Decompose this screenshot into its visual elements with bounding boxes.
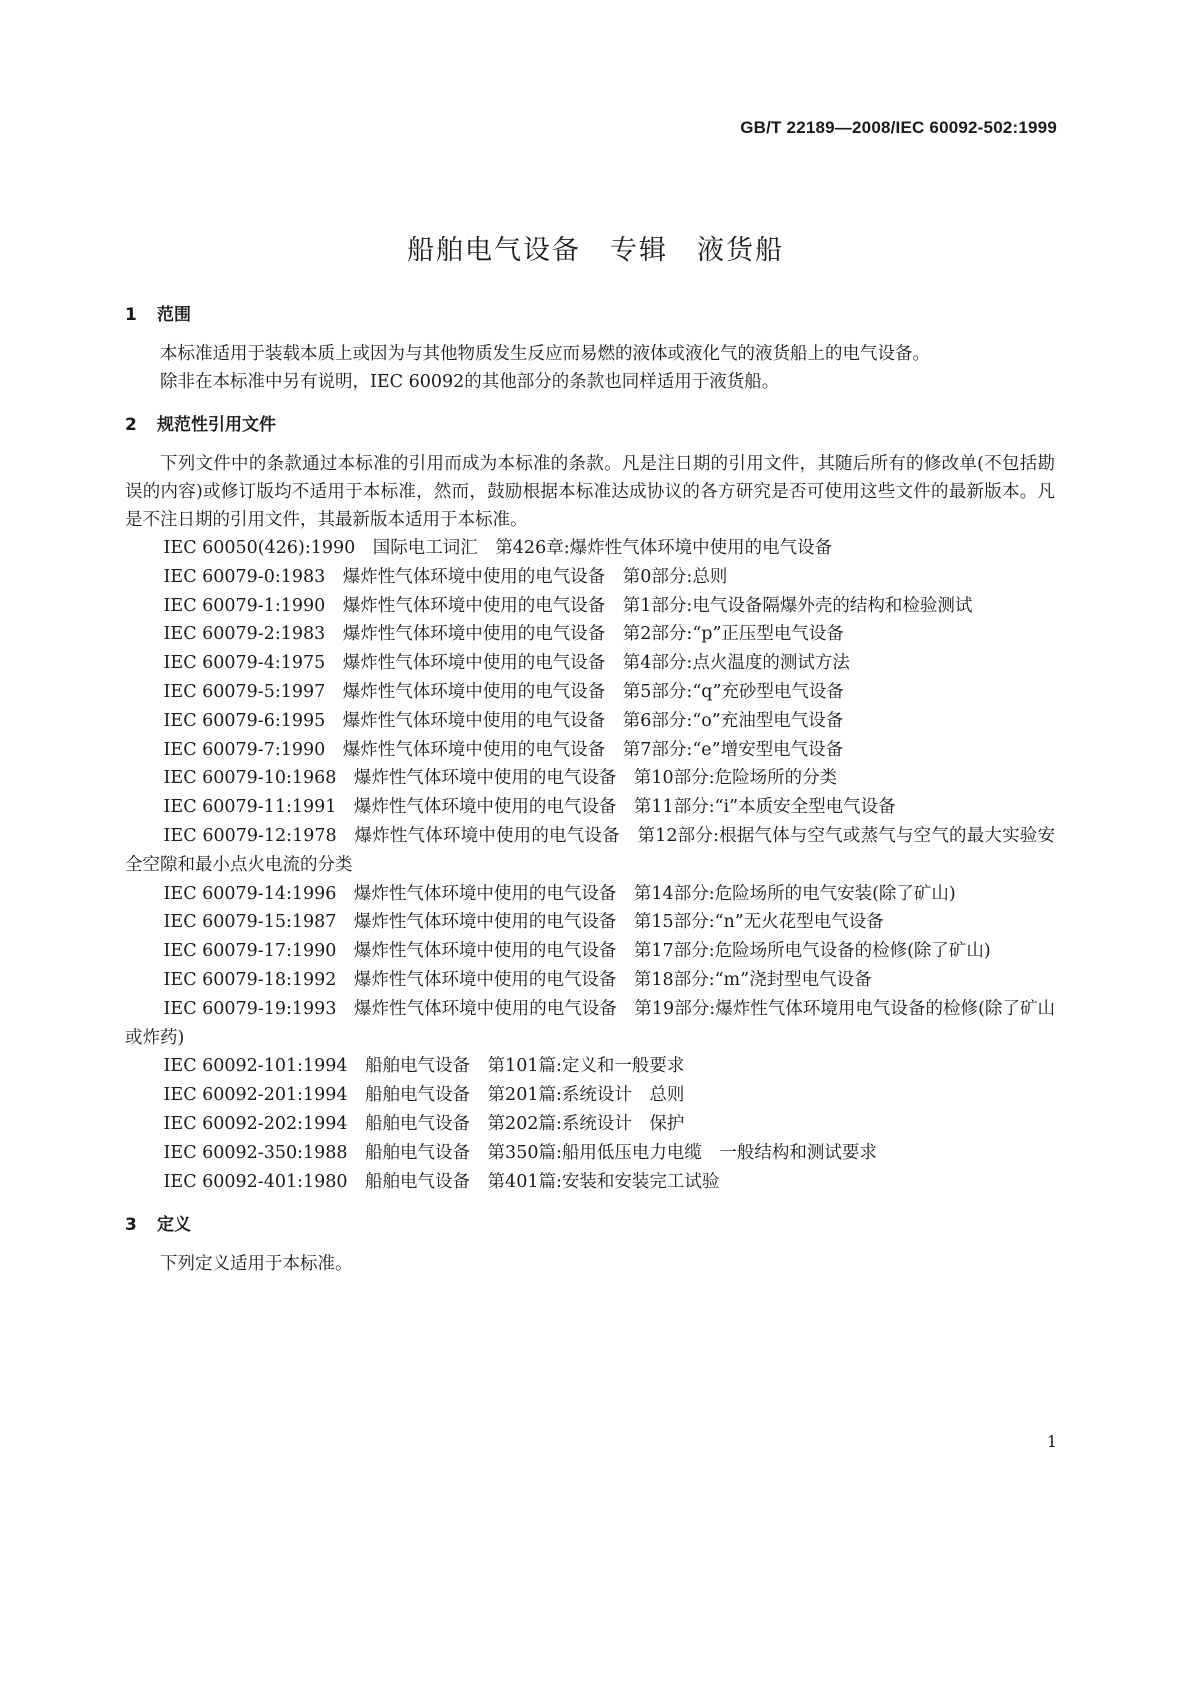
reference-item: IEC 60079-18:1992 爆炸性气体环境中使用的电气设备 第18部分:“m”浇封型电气设备 [163,969,872,990]
standard-code: GB/T 22189—2008/IEC 60092-502:1999 [740,118,1057,137]
section-title: 定义 [157,1215,191,1236]
reference-item: IEC 60079-4:1975 爆炸性气体环境中使用的电气设备 第4部分:点火温度的测试方法 [163,653,850,674]
reference-list [125,534,1055,1196]
reference-item: IEC 60079-17:1990 爆炸性气体环境中使用的电气设备 第17部分:危险场所电气设备的检修(除了矿山) [163,941,991,962]
reference-item: IEC 60079-19:1993 爆炸性气体环境中使用的电气设备 第19部分:爆炸性气体环境用电气设备的检修(除了矿山或炸药) [125,998,1055,1048]
reference-item: IEC 60050(426):1990 国际电工词汇 第426章:爆炸性气体环境中使用的电气设备 [163,538,833,558]
page-number: 1 [1046,1432,1057,1451]
document-title: 船舶电气设备 专辑 液货船 [407,235,784,266]
reference-item: IEC 60079-12:1978 爆炸性气体环境中使用的电气设备 第12部分:根据气体与空气或蒸气与空气的最大实验安全空隙和最小点火电流的分类 [125,825,1055,875]
reference-item: IEC 60079-6:1995 爆炸性气体环境中使用的电气设备 第6部分:“o”充油型电气设备 [163,710,844,731]
paragraph: 本标准适用于装载本质上或因为与其他物质发生反应而易燃的液体或液化气的液货船上的电气设备。 [160,344,930,364]
section-number: 1 [125,305,137,325]
reference-item: IEC 60092-101:1994 船舶电气设备 第101篇:定义和一般要求 [163,1056,685,1077]
section-title: 范围 [157,305,191,325]
reference-item: IEC 60092-401:1980 船舶电气设备 第401篇:安装和安装完工试验 [163,1171,720,1192]
reference-item: IEC 60079-15:1987 爆炸性气体环境中使用的电气设备 第15部分:“n”无火花型电气设备 [163,912,884,933]
reference-item: IEC 60092-201:1994 船舶电气设备 第201篇:系统设计 总则 [163,1085,685,1106]
paragraph: 下列文件中的条款通过本标准的引用而成为本标准的条款。凡是注日期的引用文件，其随后所有的修改单(不包括勘误的内容)或修订版均不适用于本标准，然而，鼓励根据本标准达成协议的各方研究是否可使用这些文件的最新版本。凡是不注日期的引用文件，其最新版本适用于本标准。 [125,454,1055,530]
section-3-heading [125,1210,1055,1240]
reference-item: IEC 60079-5:1997 爆炸性气体环境中使用的电气设备 第5部分:“q”充砂型电气设备 [163,681,844,702]
reference-item: IEC 60079-14:1996 爆炸性气体环境中使用的电气设备 第14部分:危险场所的电气安装(除了矿山) [163,883,956,904]
section-number: 3 [125,1215,137,1236]
reference-item: IEC 60092-350:1988 船舶电气设备 第350篇:船用低压电力电缆 一般结构和测试要求 [163,1142,877,1163]
reference-item: IEC 60079-0:1983 爆炸性气体环境中使用的电气设备 第0部分:总则 [163,566,728,587]
reference-item: IEC 60079-1:1990 爆炸性气体环境中使用的电气设备 第1部分:电气设备隔爆外壳的结构和检验测试 [163,595,973,616]
section-number: 2 [125,415,137,435]
reference-item: IEC 60079-11:1991 爆炸性气体环境中使用的电气设备 第11部分:“i”本质安全型电气设备 [163,797,896,818]
section-1-heading [125,300,1055,330]
reference-item: IEC 60079-7:1990 爆炸性气体环境中使用的电气设备 第7部分:“e”增安型电气设备 [163,739,844,760]
reference-item: IEC 60079-2:1983 爆炸性气体环境中使用的电气设备 第2部分:“p”正压型电气设备 [163,624,844,645]
paragraph: 除非在本标准中另有说明，IEC 60092的其他部分的条款也同样适用于液货船。 [160,372,780,392]
paragraph: 下列定义适用于本标准。 [160,1254,353,1275]
section-title: 规范性引用文件 [157,415,276,435]
section-2-heading [125,410,1055,440]
reference-item: IEC 60092-202:1994 船舶电气设备 第202篇:系统设计 保护 [163,1113,685,1134]
reference-item: IEC 60079-10:1968 爆炸性气体环境中使用的电气设备 第10部分:危险场所的分类 [163,768,838,789]
document-body [125,300,1055,1278]
